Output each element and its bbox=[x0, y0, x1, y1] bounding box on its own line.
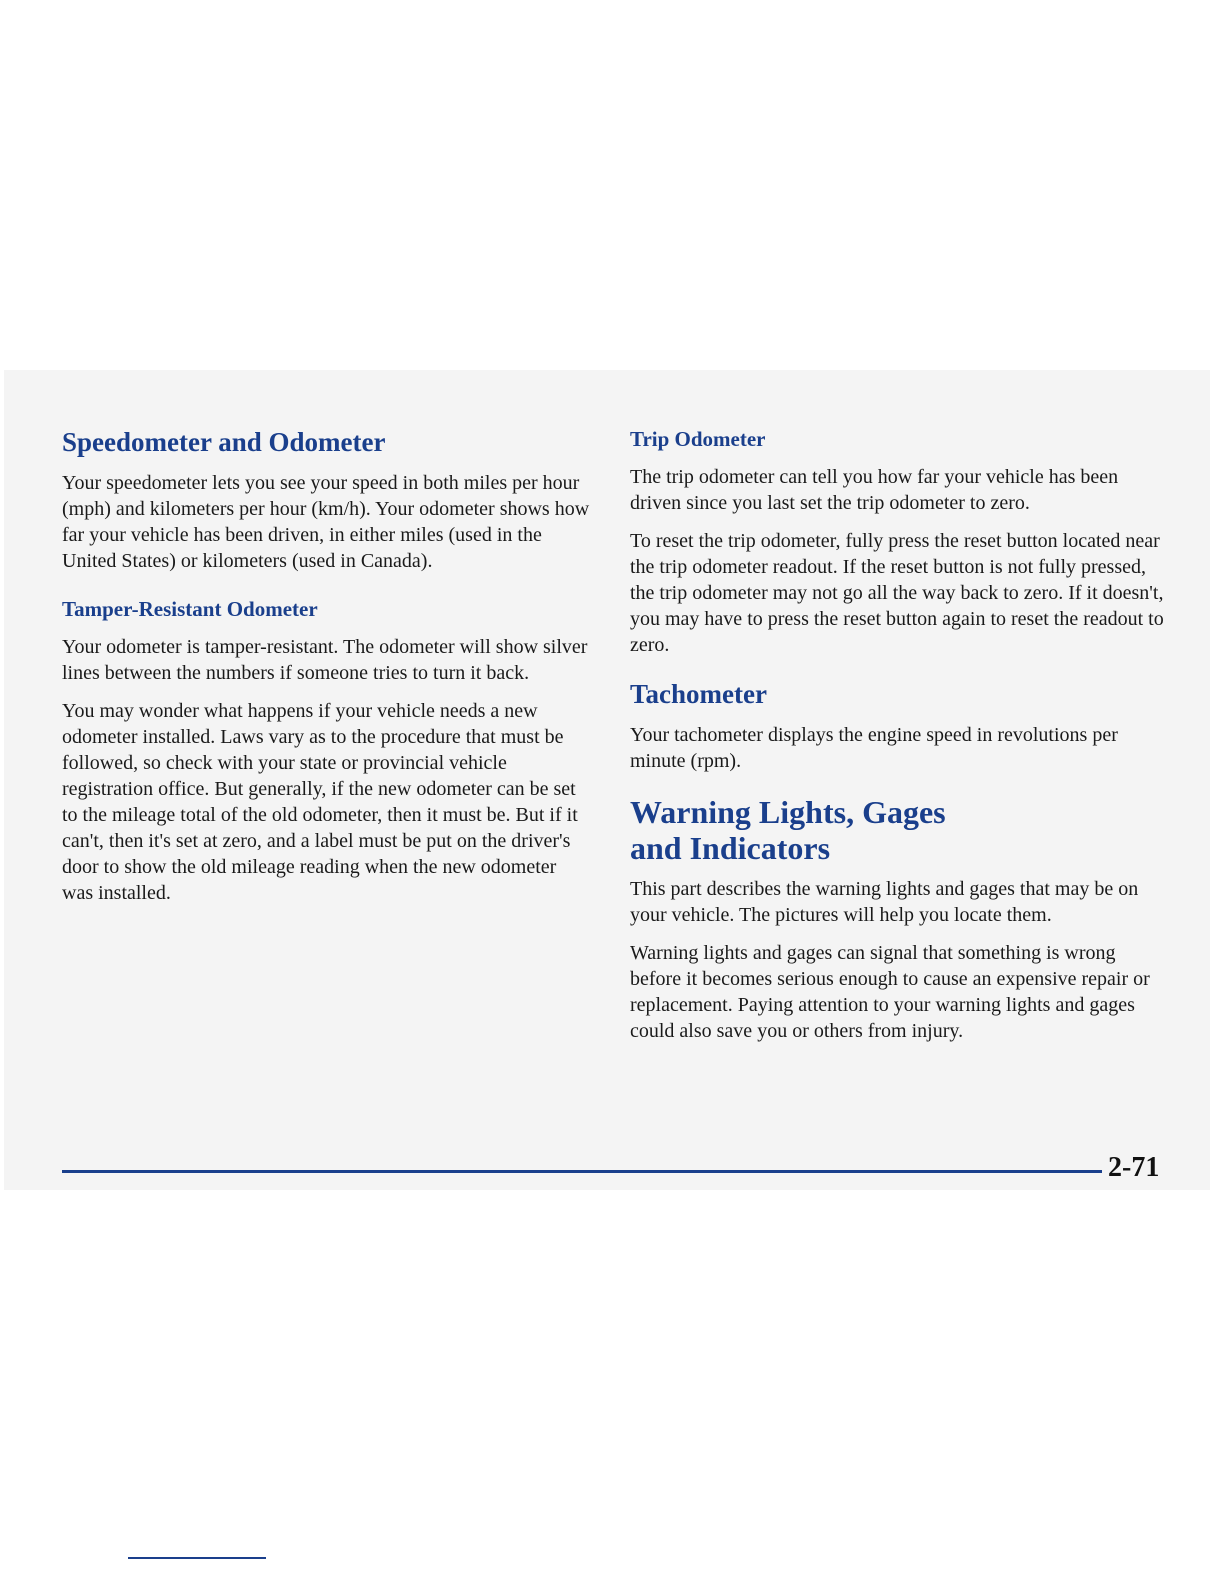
warning-paragraph-2: Warning lights and gages can signal that something is wrong before it becomes serious enough to cause an expensive repair or replacement. Paying attention to your warning lights and gages could also save you or others from injury. bbox=[630, 942, 1150, 1042]
left-column bbox=[62, 426, 590, 918]
bottom-rule-mark bbox=[128, 1557, 266, 1559]
speedometer-paragraph: Your speedometer lets you see your speed in both miles per hour (mph) and kilometers per hour (km/h). Your odometer shows how far your vehicle has been driven, in either miles (used in the United States) or kilometers (used in Canada). bbox=[62, 472, 590, 572]
tachometer-paragraph: Your tachometer displays the engine speed in revolutions per minute (rpm). bbox=[630, 724, 1118, 772]
page-number: 2-71 bbox=[1108, 1152, 1160, 1183]
speedometer-heading: Speedometer and Odometer bbox=[62, 427, 386, 457]
warning-heading-line-2: and Indicators bbox=[630, 830, 831, 866]
right-column bbox=[630, 426, 1170, 1056]
footer-rule bbox=[62, 1170, 1102, 1173]
tachometer-heading: Tachometer bbox=[630, 679, 767, 709]
trip-odometer-heading: Trip Odometer bbox=[630, 427, 766, 451]
warning-heading-line-1: Warning Lights, Gages bbox=[630, 794, 946, 830]
tamper-paragraph-2: You may wonder what happens if your vehicle needs a new odometer installed. Laws vary as to the procedure that must be followed, so check with your state or provincial vehicle registration office. But generally, if the new odometer can be set to the mileage total of the old odometer, then it must be. But if it can't, then it's set at zero, and a label must be put on the driver's door to show the old mileage reading when the new odometer was installed. bbox=[62, 700, 578, 904]
trip-paragraph-1: The trip odometer can tell you how far your vehicle has been driven since you last set the trip odometer to zero. bbox=[630, 466, 1119, 514]
warning-lights-heading bbox=[630, 794, 1170, 866]
trip-paragraph-2: To reset the trip odometer, fully press the reset button located near the trip odometer readout. If the reset button is not fully pressed, the trip odometer may not go all the way back to zero. If it doesn't, you may have to press the reset button again to reset the readout to zero. bbox=[630, 530, 1164, 656]
warning-paragraph-1: This part describes the warning lights and gages that may be on your vehicle. The pictures will help you locate them. bbox=[630, 878, 1139, 926]
tamper-paragraph-1: Your odometer is tamper-resistant. The odometer will show silver lines between the numbers if someone tries to turn it back. bbox=[62, 636, 588, 684]
manual-page bbox=[4, 370, 1210, 1190]
tamper-resistant-heading: Tamper-Resistant Odometer bbox=[62, 597, 318, 621]
